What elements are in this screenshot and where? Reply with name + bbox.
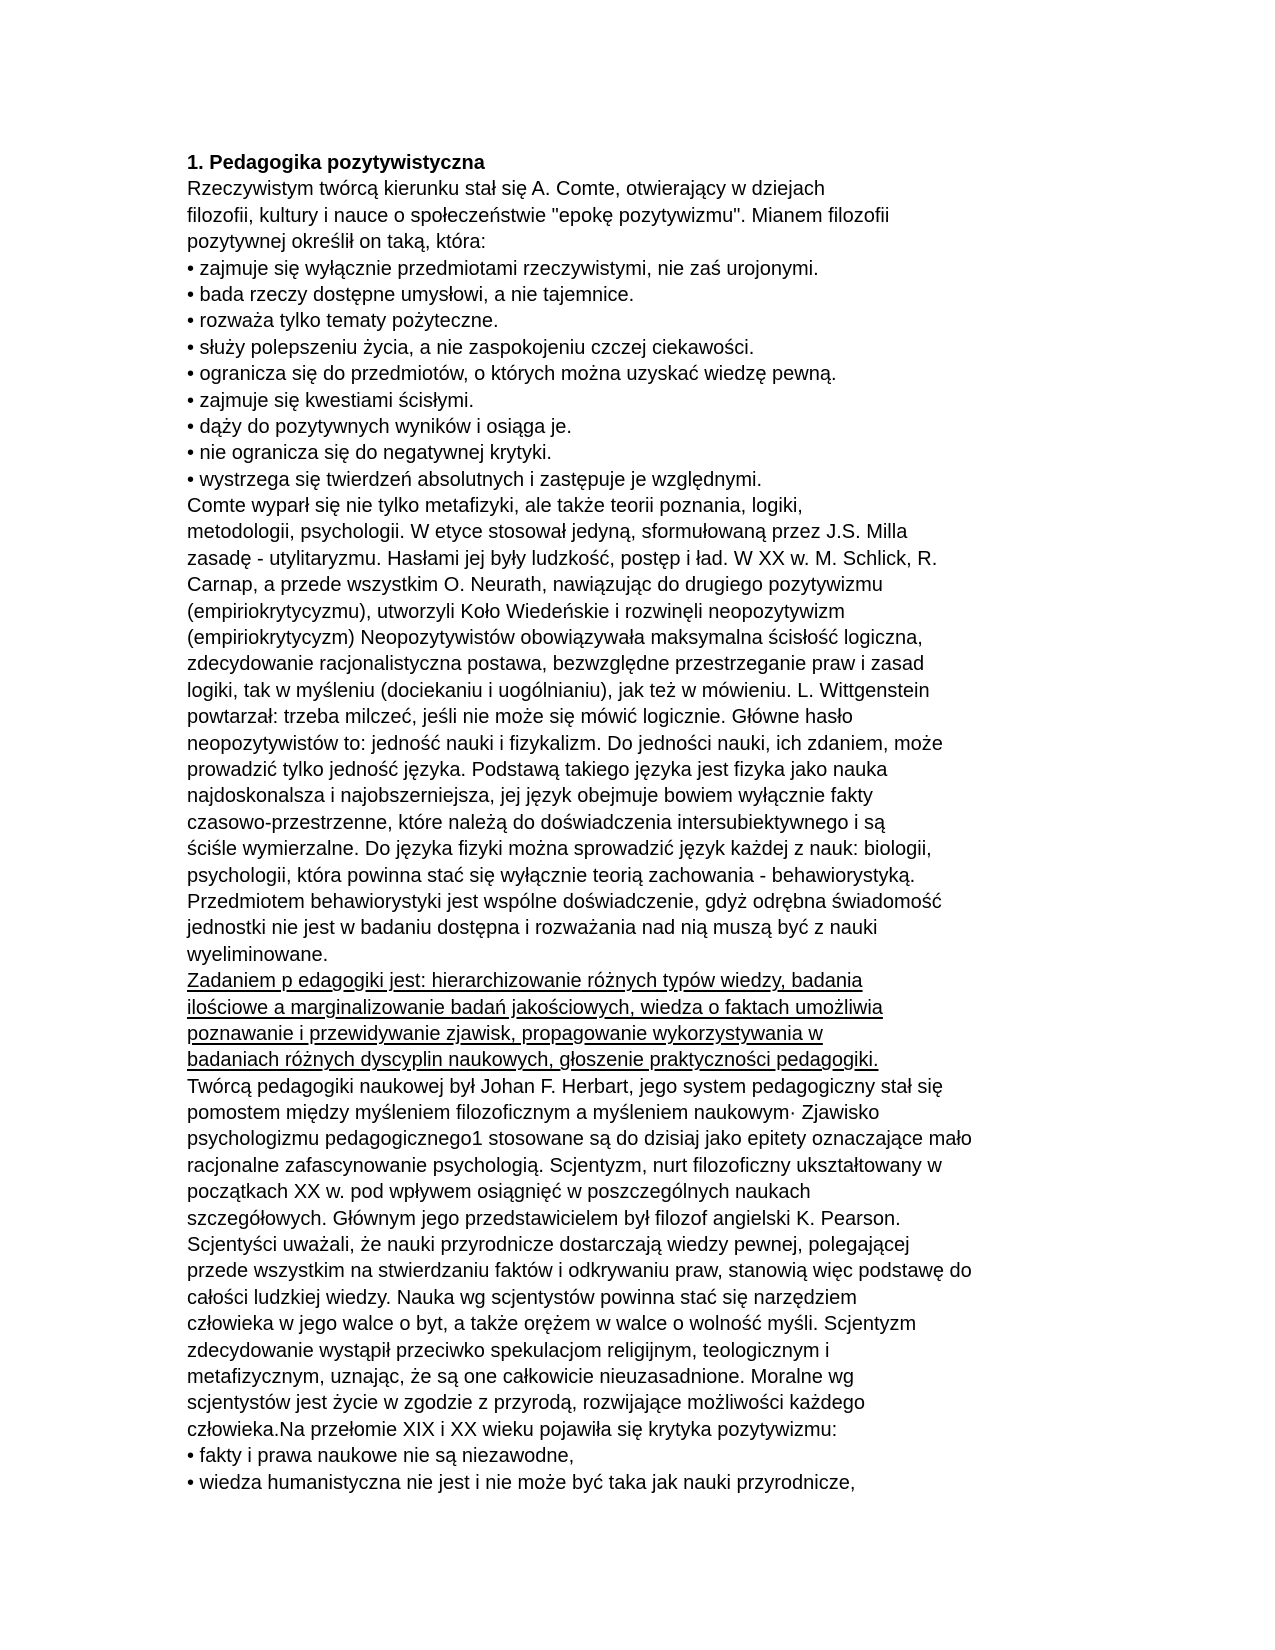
bullet-item: • dąży do pozytywnych wyników i osiąga je.: [187, 415, 572, 438]
underlined-line: poznawanie i przewidywanie zjawisk, propagowanie wykorzystywania w: [187, 1022, 823, 1045]
text-line: racjonalne zafascynowanie psychologią. Scjentyzm, nurt filozoficzny ukształtowany w: [187, 1154, 942, 1177]
text-line: najdoskonalsza i najobszerniejsza, jej język obejmuje bowiem wyłącznie fakty: [187, 785, 873, 808]
text-line: zdecydowanie wystąpił przeciwko spekulacjom religijnym, teologicznym i: [187, 1339, 830, 1362]
text-line: scjentystów jest życie w zgodzie z przyrodą, rozwijające możliwości każdego: [187, 1392, 866, 1415]
text-line: metodologii, psychologii. W etyce stosował jedyną, sformułowaną przez J.S. Milla: [187, 521, 908, 544]
document-body: [187, 150, 1092, 1496]
text-line: Scjentyści uważali, że nauki przyrodnicze dostarczają wiedzy pewnej, polegającej: [187, 1234, 910, 1257]
text-line: Twórcą pedagogiki naukowej był Johan F. Herbart, jego system pedagogiczny stał się: [187, 1075, 943, 1098]
text-line: filozofii, kultury i nauce o społeczeństwie "epokę pozytywizmu". Mianem filozofii: [187, 204, 890, 227]
bullet-item: • wiedza humanistyczna nie jest i nie może być taka jak nauki przyrodnicze,: [187, 1471, 856, 1494]
text-line: Carnap, a przede wszystkim O. Neurath, nawiązując do drugiego pozytywizmu: [187, 574, 883, 597]
text-line: Comte wyparł się nie tylko metafizyki, ale także teorii poznania, logiki,: [187, 495, 803, 518]
text-line: Przedmiotem behawiorystyki jest wspólne doświadczenie, gdyż odrębna świadomość: [187, 890, 942, 913]
bullet-item: • rozważa tylko tematy pożyteczne.: [187, 310, 499, 333]
text-line: czasowo-przestrzenne, które należą do doświadczenia intersubiektywnego i są: [187, 811, 886, 834]
text-line: pozytywnej określił on taką, która:: [187, 231, 487, 254]
text-line: pomostem między myśleniem filozoficznym a myśleniem naukowym· Zjawisko: [187, 1102, 880, 1125]
text-line: logiki, tak w myśleniu (dociekaniu i uogólnianiu), jak też w mówieniu. L. Wittgenstein: [187, 679, 930, 702]
text-line: szczegółowych. Głównym jego przedstawicielem był filozof angielski K. Pearson.: [187, 1207, 901, 1230]
text-line: Rzeczywistym twórcą kierunku stał się A. Comte, otwierający w dziejach: [187, 178, 825, 201]
bullet-item: • wystrzega się twierdzeń absolutnych i zastępuje je względnymi.: [187, 468, 763, 491]
text-line: jednostki nie jest w badaniu dostępna i rozważania nad nią muszą być z nauki: [187, 917, 878, 940]
text-line: zasadę - utylitaryzmu. Hasłami jej były ludzkość, postęp i ład. W XX w. M. Schlick, R.: [187, 547, 938, 570]
bullet-item: • służy polepszeniu życia, a nie zaspokojeniu czczej ciekawości.: [187, 336, 755, 359]
text-line: neopozytywistów to: jedność nauki i fizykalizm. Do jedności nauki, ich zdaniem, może: [187, 732, 943, 755]
text-line: początkach XX w. pod wpływem osiągnięć w poszczególnych naukach: [187, 1181, 811, 1204]
bullet-item: • bada rzeczy dostępne umysłowi, a nie tajemnice.: [187, 283, 635, 306]
bullet-item: • fakty i prawa naukowe nie są niezawodne,: [187, 1445, 575, 1468]
text-line: człowieka w jego walce o byt, a także orężem w walce o wolność myśli. Scjentyzm: [187, 1313, 917, 1336]
text-line: powtarzał: trzeba milczeć, jeśli nie może się mówić logicznie. Główne hasło: [187, 706, 853, 729]
text-line: całości ludzkiej wiedzy. Nauka wg scjentystów powinna stać się narzędziem: [187, 1286, 857, 1309]
text-line: (empiriokrytycyzmu), utworzyli Koło Wiedeńskie i rozwinęli neopozytywizm: [187, 600, 845, 623]
underlined-line: badaniach różnych dyscyplin naukowych, głoszenie praktyczności pedagogiki.: [187, 1049, 879, 1072]
text-line: psychologii, która powinna stać się wyłącznie teorią zachowania - behawiorystyką.: [187, 864, 916, 887]
text-line: (empiriokrytycyzm) Neopozytywistów obowiązywała maksymalna ścisłość logiczna,: [187, 627, 923, 650]
text-line: psychologizmu pedagogicznego1 stosowane są do dzisiaj jako epitety oznaczające mało: [187, 1128, 972, 1151]
text-line: człowieka.Na przełomie XIX i XX wieku pojawiła się krytyka pozytywizmu:: [187, 1418, 838, 1441]
text-line: prowadzić tylko jedność języka. Podstawą takiego języka jest fizyka jako nauka: [187, 758, 888, 781]
text-line: metafizycznym, uznając, że są one całkowicie nieuzasadnione. Moralne wg: [187, 1365, 855, 1388]
bullet-item: • zajmuje się wyłącznie przedmiotami rzeczywistymi, nie zaś urojonymi.: [187, 257, 819, 280]
underlined-line: ilościowe a marginalizowanie badań jakościowych, wiedza o faktach umożliwia: [187, 996, 883, 1019]
text-line: ściśle wymierzalne. Do języka fizyki można sprowadzić język każdej z nauk: biologii,: [187, 838, 932, 861]
underlined-line: Zadaniem p edagogiki jest: hierarchizowanie różnych typów wiedzy, badania: [187, 970, 863, 993]
text-line: wyeliminowane.: [187, 943, 329, 966]
bullet-item: • ogranicza się do przedmiotów, o których można uzyskać wiedzę pewną.: [187, 363, 837, 386]
bullet-item: • nie ogranicza się do negatywnej krytyki.: [187, 442, 552, 465]
section-title: 1. Pedagogika pozytywistyczna: [187, 152, 485, 174]
text-line: zdecydowanie racjonalistyczna postawa, bezwzględne przestrzeganie praw i zasad: [187, 653, 925, 676]
bullet-item: • zajmuje się kwestiami ścisłymi.: [187, 389, 475, 412]
text-line: przede wszystkim na stwierdzaniu faktów i odkrywaniu praw, stanowią więc podstawę do: [187, 1260, 972, 1283]
